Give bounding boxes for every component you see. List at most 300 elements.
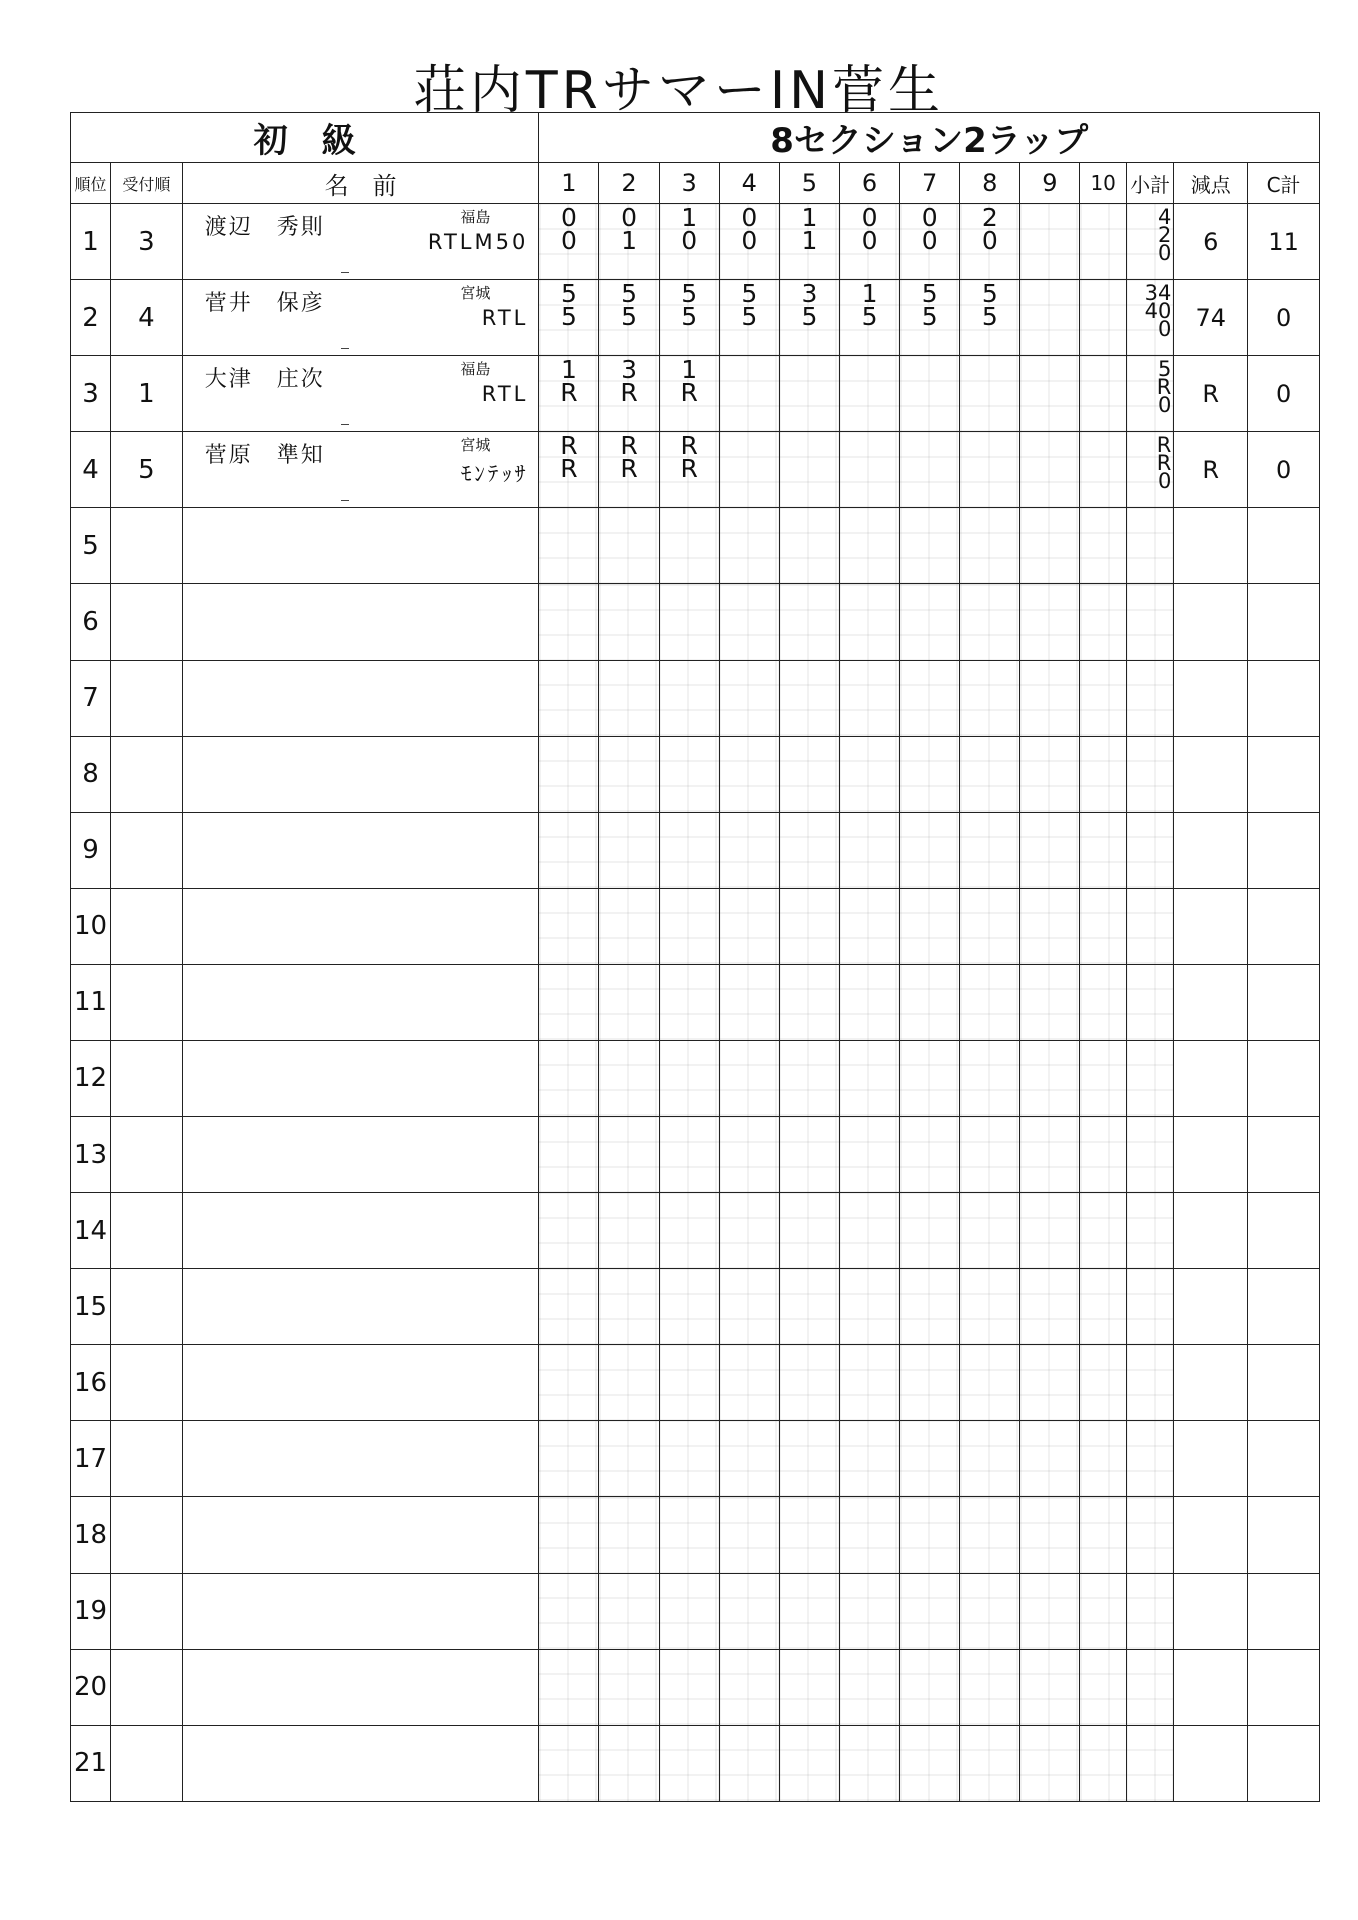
section-score-cell bbox=[659, 964, 719, 1040]
name-cell bbox=[182, 204, 539, 280]
name-cell bbox=[182, 1117, 539, 1193]
section-score-cell bbox=[960, 1269, 1020, 1345]
section-score-cell bbox=[719, 1725, 779, 1801]
rank-cell: 9 bbox=[71, 812, 111, 888]
section-score-cell bbox=[1020, 1573, 1080, 1649]
section-score bbox=[660, 431, 719, 484]
section-score bbox=[539, 355, 598, 408]
section-score-cell bbox=[779, 508, 839, 584]
section-score-cell bbox=[599, 280, 659, 356]
entry-cell bbox=[111, 1497, 183, 1573]
lap-1-score: 1 bbox=[681, 203, 698, 233]
lap-2-score: 0 bbox=[741, 226, 758, 256]
subtotal-values bbox=[1141, 205, 1172, 266]
subtotal-lap-2: 2 bbox=[1157, 223, 1172, 248]
section-score-cell bbox=[779, 204, 839, 280]
section-score-cell bbox=[719, 1649, 779, 1725]
table-row bbox=[71, 1345, 1320, 1421]
section-score-cell bbox=[719, 1421, 779, 1497]
table-row bbox=[71, 1269, 1320, 1345]
ctotal-cell bbox=[1248, 584, 1320, 660]
section-score-cell bbox=[839, 1269, 899, 1345]
subtotal-lap-2: R bbox=[1156, 451, 1172, 476]
name-cell bbox=[182, 964, 539, 1040]
lap-2-score: 5 bbox=[801, 302, 818, 332]
ctotal-cell bbox=[1248, 964, 1320, 1040]
rank-cell: 8 bbox=[71, 736, 111, 812]
section-score-cell bbox=[1080, 508, 1126, 584]
section-score-cell bbox=[539, 204, 599, 280]
lap-2-score: 5 bbox=[681, 302, 698, 332]
section-score-cell bbox=[839, 1193, 899, 1269]
lap-2-score: 5 bbox=[741, 302, 758, 332]
section-score-cell bbox=[1020, 1269, 1080, 1345]
section-score bbox=[660, 203, 719, 256]
section-score bbox=[599, 355, 658, 408]
section-score-cell bbox=[599, 204, 659, 280]
section-score-cell bbox=[539, 584, 599, 660]
header-section-10: 10 bbox=[1080, 163, 1126, 204]
section-score-cell bbox=[779, 432, 839, 508]
subtotal-cell bbox=[1126, 736, 1173, 812]
section-score bbox=[960, 279, 1019, 332]
section-score bbox=[599, 279, 658, 332]
section-score-cell bbox=[1020, 1117, 1080, 1193]
section-score-cell bbox=[539, 1497, 599, 1573]
section-score-cell bbox=[839, 1573, 899, 1649]
section-score-cell bbox=[1020, 812, 1080, 888]
deduction-cell bbox=[1174, 660, 1248, 736]
ctotal-cell bbox=[1248, 660, 1320, 736]
ctotal-cell bbox=[1248, 1040, 1320, 1116]
section-score-cell bbox=[599, 1573, 659, 1649]
ctotal-cell bbox=[1248, 508, 1320, 584]
section-score-cell bbox=[1020, 1421, 1080, 1497]
section-score-cell bbox=[539, 1725, 599, 1801]
lap-1-score: 1 bbox=[801, 203, 818, 233]
section-score-cell bbox=[960, 584, 1020, 660]
lap-1-score: 0 bbox=[921, 203, 938, 233]
rider-name: 菅井 保彦 bbox=[204, 291, 325, 317]
rider-team: RTL bbox=[481, 306, 529, 331]
section-score-cell bbox=[1020, 584, 1080, 660]
subtotal-cell bbox=[1126, 1040, 1173, 1116]
header-subtotal: 小計 bbox=[1126, 163, 1173, 204]
deduction-cell bbox=[1174, 1725, 1248, 1801]
section-score-cell bbox=[900, 280, 960, 356]
section-score-cell bbox=[599, 1269, 659, 1345]
name-cell bbox=[182, 1649, 539, 1725]
subtotal-cell bbox=[1126, 508, 1173, 584]
section-score-cell bbox=[1080, 812, 1126, 888]
name-cell bbox=[182, 356, 539, 432]
rank-cell: 2 bbox=[71, 280, 111, 356]
table-row bbox=[71, 1649, 1320, 1725]
lap-2-score: R bbox=[560, 378, 578, 408]
entry-cell bbox=[111, 508, 183, 584]
subtotal-lap-1: 34 bbox=[1144, 281, 1172, 306]
header-section-5: 5 bbox=[779, 163, 839, 204]
section-score-cell bbox=[779, 812, 839, 888]
lap-2-score: 0 bbox=[861, 226, 878, 256]
entry-cell: 4 bbox=[111, 280, 183, 356]
lap-2-score: 5 bbox=[921, 302, 938, 332]
subtotal-clean: 0 bbox=[1157, 241, 1172, 266]
deduction-cell bbox=[1174, 1421, 1248, 1497]
section-score-cell bbox=[1080, 1649, 1126, 1725]
deduction-cell bbox=[1174, 964, 1248, 1040]
rider-prefecture: 福島 bbox=[460, 360, 491, 379]
ctotal-cell bbox=[1248, 1345, 1320, 1421]
section-score-cell bbox=[900, 1573, 960, 1649]
name-cell bbox=[182, 508, 539, 584]
section-score-cell bbox=[1080, 736, 1126, 812]
section-score-cell bbox=[900, 736, 960, 812]
section-score-cell bbox=[1020, 1649, 1080, 1725]
deduction-cell bbox=[1174, 584, 1248, 660]
lap-1-score: 0 bbox=[621, 203, 637, 233]
section-score bbox=[960, 203, 1019, 256]
section-score-cell bbox=[1080, 204, 1126, 280]
lap-2-score: 0 bbox=[921, 226, 938, 256]
subtotal-cell bbox=[1126, 1345, 1173, 1421]
name-cell bbox=[182, 1193, 539, 1269]
ctotal-cell bbox=[1248, 1117, 1320, 1193]
lap-2-score: 5 bbox=[861, 302, 878, 332]
page-title: 荘内TRサマーIN菅生 bbox=[413, 61, 945, 121]
section-score-cell bbox=[900, 204, 960, 280]
section-score-cell bbox=[659, 1649, 719, 1725]
table-row bbox=[71, 1193, 1320, 1269]
section-score bbox=[900, 203, 959, 256]
entry-cell bbox=[111, 1040, 183, 1116]
section-score-cell bbox=[900, 1421, 960, 1497]
subtotal-values bbox=[1141, 281, 1172, 342]
section-score-cell bbox=[539, 1193, 599, 1269]
section-score bbox=[599, 431, 658, 484]
section-score-cell bbox=[539, 508, 599, 584]
section-score-cell bbox=[1020, 964, 1080, 1040]
section-score-cell bbox=[599, 812, 659, 888]
section-score-cell bbox=[839, 584, 899, 660]
section-score-cell bbox=[599, 660, 659, 736]
lap-1-score: 5 bbox=[921, 279, 938, 309]
section-score-cell bbox=[1080, 888, 1126, 964]
ctotal-cell bbox=[1248, 1269, 1320, 1345]
deduction-cell bbox=[1174, 1497, 1248, 1573]
section-score-cell bbox=[960, 280, 1020, 356]
subtotal-cell bbox=[1126, 1269, 1173, 1345]
section-score-cell bbox=[1020, 1497, 1080, 1573]
section-score-cell bbox=[779, 1573, 839, 1649]
lap-2-score: 0 bbox=[560, 226, 577, 256]
lap-2-score: R bbox=[680, 454, 698, 484]
section-score-cell bbox=[719, 584, 779, 660]
section-score-cell bbox=[659, 1421, 719, 1497]
deduction-cell: 74 bbox=[1174, 280, 1248, 356]
section-score-cell bbox=[779, 356, 839, 432]
section-score-cell bbox=[779, 280, 839, 356]
deduction-cell bbox=[1174, 1040, 1248, 1116]
table-row bbox=[71, 1040, 1320, 1116]
subtotal-lap-2: 40 bbox=[1144, 299, 1172, 324]
section-score-cell bbox=[719, 888, 779, 964]
deduction-cell bbox=[1174, 1573, 1248, 1649]
subtotal-cell bbox=[1126, 1421, 1173, 1497]
subtotal-cell bbox=[1126, 204, 1173, 280]
section-score-cell bbox=[659, 1040, 719, 1116]
section-score-cell bbox=[1020, 1193, 1080, 1269]
subtotal-cell bbox=[1126, 1193, 1173, 1269]
entry-cell: 3 bbox=[111, 204, 183, 280]
subtotal-cell bbox=[1126, 1649, 1173, 1725]
subtotal-cell bbox=[1126, 1117, 1173, 1193]
score-sheet bbox=[70, 112, 1320, 1802]
section-score-cell bbox=[779, 1040, 839, 1116]
section-score-cell bbox=[599, 584, 659, 660]
section-score-cell bbox=[599, 1649, 659, 1725]
section-score-cell bbox=[960, 204, 1020, 280]
lap-2-score: 0 bbox=[981, 226, 998, 256]
section-score-cell bbox=[839, 1421, 899, 1497]
rider-prefecture: 宮城 bbox=[460, 436, 491, 455]
table-row bbox=[71, 356, 1320, 432]
section-score-cell bbox=[1020, 432, 1080, 508]
section-score-cell bbox=[659, 1345, 719, 1421]
entry-cell bbox=[111, 584, 183, 660]
entry-cell bbox=[111, 888, 183, 964]
section-score bbox=[720, 279, 779, 332]
section-score-cell bbox=[659, 356, 719, 432]
section-score-cell bbox=[719, 736, 779, 812]
section-score-cell bbox=[779, 660, 839, 736]
section-score-cell bbox=[719, 1040, 779, 1116]
rank-cell: 7 bbox=[71, 660, 111, 736]
section-score-cell bbox=[900, 1040, 960, 1116]
section-score-cell bbox=[779, 736, 839, 812]
section-score-cell bbox=[599, 1117, 659, 1193]
section-score-cell bbox=[839, 1725, 899, 1801]
section-score-cell bbox=[779, 888, 839, 964]
header-section-1: 1 bbox=[539, 163, 599, 204]
rank-cell: 1 bbox=[71, 204, 111, 280]
lap-2-score: 5 bbox=[981, 302, 998, 332]
section-score-cell bbox=[719, 1497, 779, 1573]
section-score-cell bbox=[599, 356, 659, 432]
section-score-cell bbox=[900, 1725, 960, 1801]
section-score-cell bbox=[900, 356, 960, 432]
format-label: 8セクション2ラップ bbox=[539, 113, 1320, 163]
name-cell bbox=[182, 1725, 539, 1801]
section-score-cell bbox=[900, 1193, 960, 1269]
section-score-cell bbox=[1020, 204, 1080, 280]
section-score-cell bbox=[599, 1040, 659, 1116]
table-row bbox=[71, 1117, 1320, 1193]
section-score-cell bbox=[719, 356, 779, 432]
section-score-cell bbox=[779, 1269, 839, 1345]
lap-1-score: 0 bbox=[741, 203, 758, 233]
subtotal-cell bbox=[1126, 964, 1173, 1040]
section-score-cell bbox=[719, 1573, 779, 1649]
rank-cell: 5 bbox=[71, 508, 111, 584]
section-score-cell bbox=[960, 812, 1020, 888]
deduction-cell bbox=[1174, 1649, 1248, 1725]
subtotal-values bbox=[1141, 357, 1172, 418]
section-score-cell bbox=[960, 1117, 1020, 1193]
section-score-cell bbox=[539, 1345, 599, 1421]
rider-team: ﾓﾝﾃｯｻ bbox=[460, 462, 529, 487]
header-rank: 順位 bbox=[71, 163, 111, 204]
name-cell bbox=[182, 812, 539, 888]
section-score-cell bbox=[900, 964, 960, 1040]
rider-prefecture: 宮城 bbox=[460, 284, 491, 303]
pen-mark bbox=[341, 272, 349, 273]
lap-2-score: 5 bbox=[621, 302, 637, 332]
section-score-cell bbox=[659, 508, 719, 584]
header-section-4: 4 bbox=[719, 163, 779, 204]
section-score-cell bbox=[900, 1497, 960, 1573]
section-score-cell bbox=[1080, 1117, 1126, 1193]
section-score-cell bbox=[839, 736, 899, 812]
table-row bbox=[71, 812, 1320, 888]
entry-cell: 5 bbox=[111, 432, 183, 508]
subtotal-lap-1: 4 bbox=[1157, 205, 1172, 230]
section-score-cell bbox=[839, 1497, 899, 1573]
entry-cell bbox=[111, 1117, 183, 1193]
name-cell bbox=[182, 888, 539, 964]
section-score-cell bbox=[659, 1725, 719, 1801]
entry-cell bbox=[111, 660, 183, 736]
section-score-cell bbox=[719, 432, 779, 508]
deduction-cell: R bbox=[1174, 356, 1248, 432]
section-score-cell bbox=[960, 1725, 1020, 1801]
section-score-cell bbox=[1080, 660, 1126, 736]
section-score-cell bbox=[960, 1497, 1020, 1573]
section-score bbox=[780, 279, 839, 332]
header-section-3: 3 bbox=[659, 163, 719, 204]
lap-2-score: 5 bbox=[560, 302, 577, 332]
section-score-cell bbox=[1080, 1497, 1126, 1573]
ctotal-cell bbox=[1248, 1725, 1320, 1801]
lap-1-score: 0 bbox=[861, 203, 878, 233]
lap-2-score: R bbox=[620, 454, 638, 484]
rank-cell: 19 bbox=[71, 1573, 111, 1649]
section-score-cell bbox=[779, 584, 839, 660]
section-score-cell bbox=[900, 1345, 960, 1421]
section-score-cell bbox=[960, 508, 1020, 584]
pen-mark bbox=[341, 424, 349, 425]
section-score-cell bbox=[659, 432, 719, 508]
lap-1-score: 1 bbox=[560, 355, 577, 385]
section-score-cell bbox=[719, 1269, 779, 1345]
section-score-cell bbox=[1020, 1725, 1080, 1801]
header-section-7: 7 bbox=[900, 163, 960, 204]
header-section-8: 8 bbox=[960, 163, 1020, 204]
rank-cell: 16 bbox=[71, 1345, 111, 1421]
section-score-cell bbox=[839, 964, 899, 1040]
subtotal-lap-2: R bbox=[1156, 375, 1172, 400]
table-row bbox=[71, 1497, 1320, 1573]
section-score-cell bbox=[599, 888, 659, 964]
section-score-cell bbox=[599, 964, 659, 1040]
section-score-cell bbox=[839, 204, 899, 280]
rank-cell: 12 bbox=[71, 1040, 111, 1116]
name-cell bbox=[182, 660, 539, 736]
section-score-cell bbox=[539, 888, 599, 964]
section-score-cell bbox=[779, 1117, 839, 1193]
section-score-cell bbox=[539, 1040, 599, 1116]
deduction-cell: R bbox=[1174, 432, 1248, 508]
section-score-cell bbox=[900, 432, 960, 508]
lap-2-score: 1 bbox=[621, 226, 637, 256]
section-score-cell bbox=[839, 1649, 899, 1725]
ctotal-cell bbox=[1248, 812, 1320, 888]
section-score-cell bbox=[539, 280, 599, 356]
lap-1-score: 1 bbox=[681, 355, 698, 385]
deduction-cell bbox=[1174, 812, 1248, 888]
section-score bbox=[840, 279, 899, 332]
section-score-cell bbox=[779, 1193, 839, 1269]
section-score-cell bbox=[1020, 660, 1080, 736]
table-row bbox=[71, 1725, 1320, 1801]
name-cell bbox=[182, 1573, 539, 1649]
rider-name: 菅原 準知 bbox=[204, 443, 325, 469]
lap-2-score: R bbox=[560, 454, 578, 484]
table-row bbox=[71, 280, 1320, 356]
lap-1-score: 5 bbox=[681, 279, 698, 309]
section-score-cell bbox=[900, 888, 960, 964]
deduction-cell bbox=[1174, 1193, 1248, 1269]
subtotal-clean: 0 bbox=[1157, 317, 1172, 342]
name-cell bbox=[182, 1421, 539, 1497]
rider-team: RTL bbox=[481, 382, 529, 407]
section-score-cell bbox=[659, 1269, 719, 1345]
entry-cell bbox=[111, 1345, 183, 1421]
section-score-cell bbox=[719, 280, 779, 356]
entry-cell bbox=[111, 1193, 183, 1269]
section-score-cell bbox=[599, 1421, 659, 1497]
section-score-cell bbox=[659, 1117, 719, 1193]
section-score-cell bbox=[539, 812, 599, 888]
section-score-cell bbox=[719, 1117, 779, 1193]
section-score-cell bbox=[1080, 1040, 1126, 1116]
section-score-cell bbox=[539, 1269, 599, 1345]
rank-cell: 20 bbox=[71, 1649, 111, 1725]
section-score-cell bbox=[539, 356, 599, 432]
lap-2-score: 0 bbox=[681, 226, 698, 256]
section-score-cell bbox=[960, 964, 1020, 1040]
ctotal-cell bbox=[1248, 736, 1320, 812]
subtotal-cell bbox=[1126, 888, 1173, 964]
section-score bbox=[780, 203, 839, 256]
section-score-cell bbox=[1080, 280, 1126, 356]
subtotal-cell bbox=[1126, 660, 1173, 736]
section-score-cell bbox=[1080, 1573, 1126, 1649]
lap-2-score: R bbox=[680, 378, 698, 408]
subtotal-cell bbox=[1126, 584, 1173, 660]
ctotal-cell bbox=[1248, 1497, 1320, 1573]
section-score-cell bbox=[599, 736, 659, 812]
section-score-cell bbox=[960, 1573, 1020, 1649]
section-score-cell bbox=[539, 964, 599, 1040]
entry-cell bbox=[111, 964, 183, 1040]
section-score-cell bbox=[779, 964, 839, 1040]
subtotal-cell bbox=[1126, 432, 1173, 508]
section-score bbox=[660, 355, 719, 408]
lap-1-score: 5 bbox=[741, 279, 758, 309]
rank-cell: 10 bbox=[71, 888, 111, 964]
section-score-cell bbox=[659, 204, 719, 280]
